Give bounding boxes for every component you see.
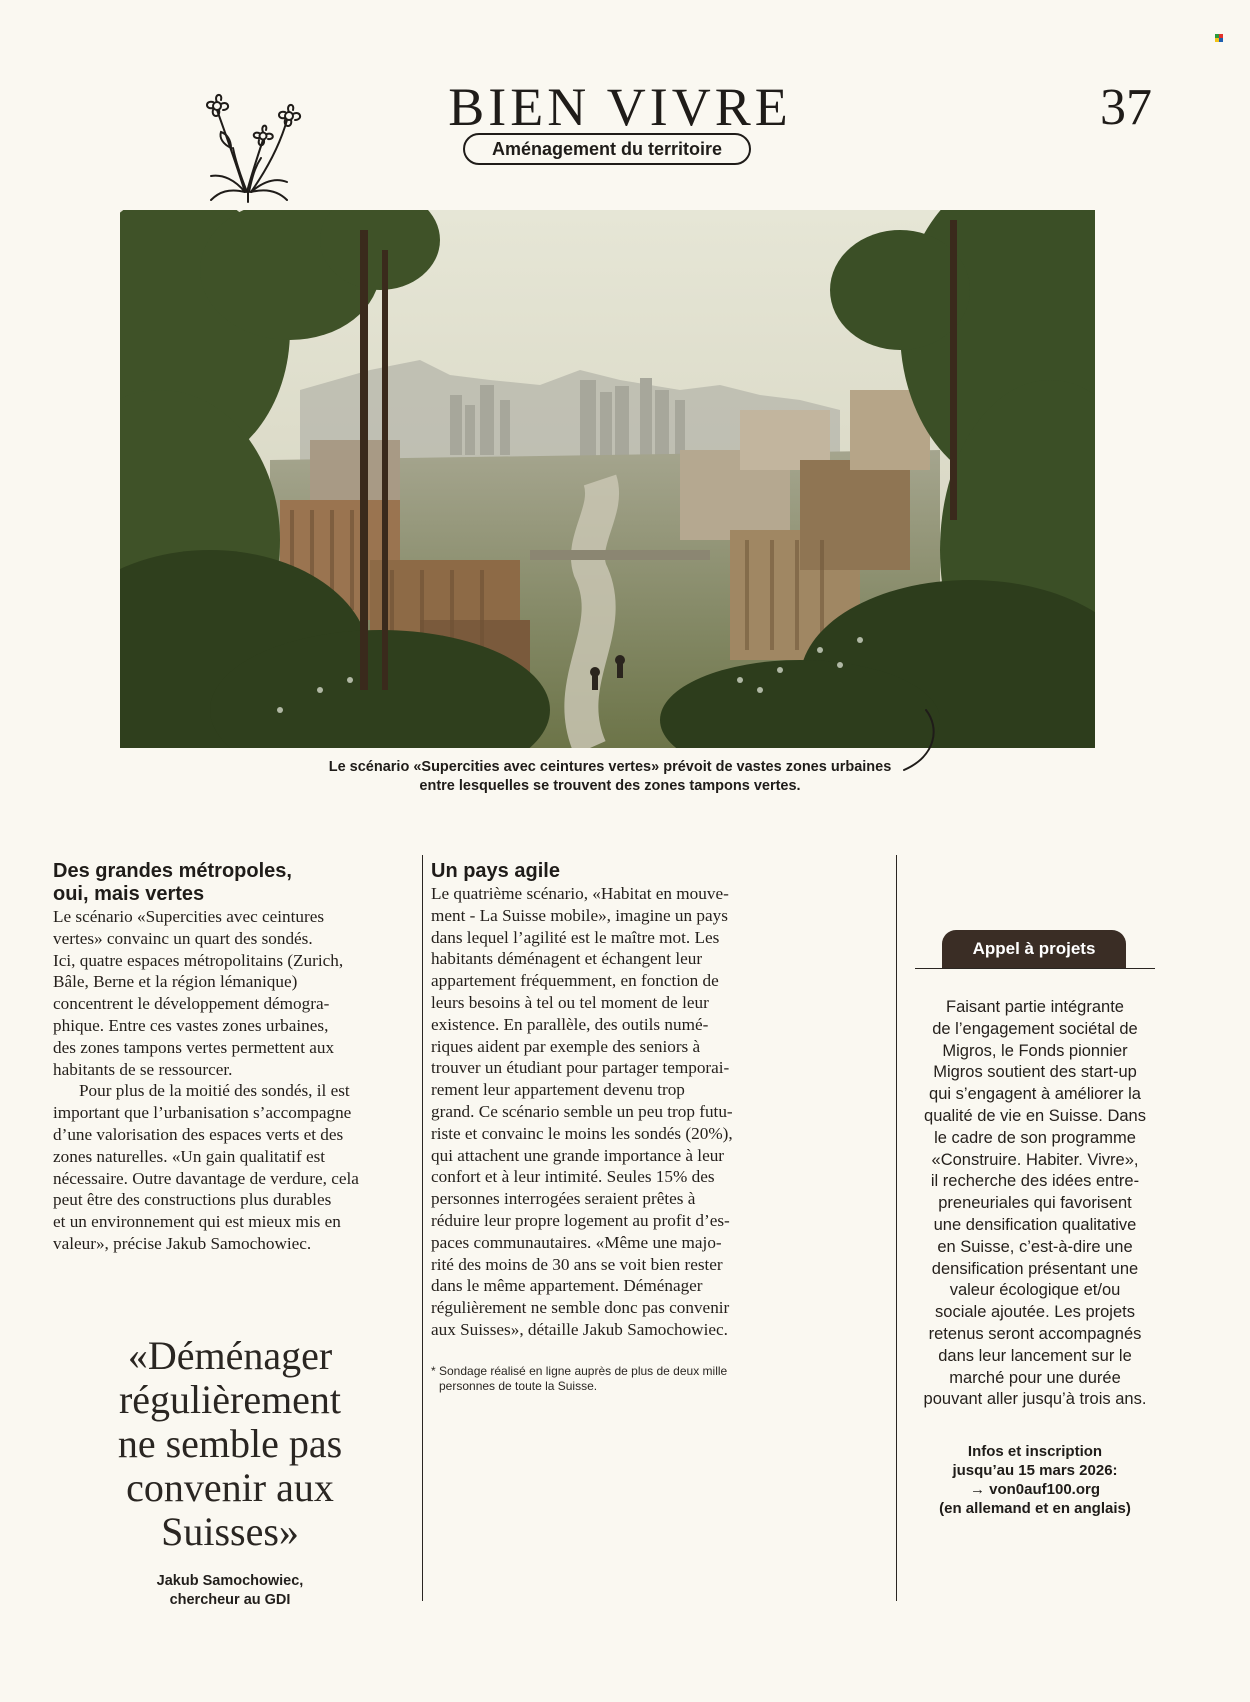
text-line: vertes» convainc un quart des sondés. bbox=[53, 928, 313, 948]
column-divider bbox=[896, 855, 897, 1601]
text-line: existence. En parallèle, des outils numé- bbox=[431, 1014, 709, 1034]
print-marker-icon bbox=[1215, 34, 1223, 42]
info-line: jusqu’au 15 mars 2026: bbox=[952, 1462, 1118, 1479]
image-caption bbox=[280, 758, 940, 796]
text-line: personnes interrogées seraient prêtes à bbox=[431, 1189, 696, 1209]
text-line: pouvant aller jusqu’à trois ans. bbox=[923, 1390, 1147, 1409]
paragraph bbox=[53, 1080, 418, 1254]
text-line: en Suisse, c’est-à-dire une bbox=[937, 1237, 1133, 1256]
callout-rule bbox=[915, 968, 1155, 969]
page-number: 37 bbox=[1100, 79, 1152, 136]
text-line: de l’engagement sociétal de bbox=[932, 1019, 1138, 1038]
text-line: zones naturelles. «Un gain qualitatif est bbox=[53, 1146, 326, 1166]
footnote bbox=[431, 1364, 791, 1394]
text-line: leurs besoins à tel ou tel moment de leur bbox=[431, 992, 709, 1012]
text-line: dans le même appartement. Déménager bbox=[431, 1276, 703, 1296]
text-line: Le scénario «Supercities avec ceintures bbox=[53, 907, 325, 926]
text-line: riques aident par exemple des seniors à bbox=[431, 1036, 701, 1056]
text-line: riste et convainc le moins les sondés (20%), bbox=[431, 1123, 733, 1143]
text-line: paces communautaires. «Même une majo- bbox=[431, 1232, 722, 1252]
heading-line: oui, mais vertes bbox=[53, 883, 205, 905]
text-line: d’une valorisation des espaces verts et des bbox=[53, 1124, 344, 1144]
footnote-line: personnes de toute la Suisse. bbox=[439, 1379, 598, 1393]
text-line: rité des moins de 30 ans se voit bien rester bbox=[431, 1254, 723, 1274]
quote-line: convenir aux bbox=[126, 1465, 334, 1510]
text-line: il recherche des idées entre- bbox=[930, 1172, 1140, 1191]
hero-landscape-image bbox=[120, 210, 1095, 748]
landscape-photo-icon bbox=[120, 210, 1095, 748]
text-line: aux Suisses», détaille Jakub Samochowiec. bbox=[431, 1319, 728, 1339]
text-line: confort et à leur intimité. Seules 15% des bbox=[431, 1167, 715, 1187]
text-line: qui attachent une grande importance à leur bbox=[431, 1145, 725, 1165]
quote-line: régulièrement bbox=[118, 1377, 342, 1422]
section-label: Aménagement du territoire bbox=[463, 133, 751, 165]
info-line: Infos et inscription bbox=[967, 1443, 1103, 1460]
quote-line: ne semble pas bbox=[117, 1421, 343, 1466]
left-column bbox=[53, 860, 418, 1255]
info-line: (en allemand et en anglais) bbox=[939, 1500, 1131, 1517]
text-line: sociale ajoutée. Les projets bbox=[935, 1303, 1135, 1322]
caption-line: entre lesquelles se trouvent des zones tampons vertes. bbox=[419, 778, 801, 794]
text-line: grand. Ce scénario semble un peu trop futu- bbox=[431, 1101, 733, 1121]
column-divider bbox=[422, 855, 423, 1601]
paragraph bbox=[53, 906, 418, 1080]
text-line: dans leur lancement sur le bbox=[938, 1346, 1132, 1365]
text-line: Ici, quatre espaces métropolitains (Zurich, bbox=[53, 950, 344, 970]
text-line: qualité de vie en Suisse. Dans bbox=[924, 1106, 1146, 1125]
text-line: une densification qualitative bbox=[933, 1215, 1137, 1234]
footnote-line: * Sondage réalisé en ligne auprès de plus de deux mille bbox=[431, 1364, 728, 1378]
text-line: réduire leur propre logement au profit d’es- bbox=[431, 1210, 730, 1230]
flower-illustration-icon bbox=[195, 88, 325, 203]
quote-line: Suisses» bbox=[161, 1509, 299, 1554]
text-line: phique. Entre ces vastes zones urbaines, bbox=[53, 1015, 329, 1035]
text-line: appartement fréquemment, en fonction de bbox=[431, 971, 719, 991]
callout-info bbox=[905, 1442, 1165, 1518]
quote-line: «Déménager bbox=[127, 1333, 333, 1378]
text-line: des zones tampons vertes permettent aux bbox=[53, 1037, 335, 1057]
text-line: preneuriales qui favorisent bbox=[938, 1194, 1132, 1213]
text-line: Le quatrième scénario, «Habitat en mouve- bbox=[431, 884, 729, 903]
page-title: BIEN VIVRE bbox=[448, 77, 792, 137]
website-link[interactable]: → von0auf100.org bbox=[969, 1481, 1101, 1498]
text-line: important que l’urbanisation s’accompagne bbox=[53, 1103, 352, 1123]
text-line: Faisant partie intégrante bbox=[946, 998, 1124, 1016]
text-line: et un environnement qui est mieux mis en bbox=[53, 1212, 341, 1232]
section-heading: Un pays agile bbox=[431, 860, 560, 882]
text-line: valeur écologique et/ou bbox=[949, 1281, 1121, 1300]
text-line: Migros soutient des start-up bbox=[933, 1063, 1137, 1082]
text-line: marché pour une durée bbox=[949, 1368, 1121, 1387]
quote-author bbox=[100, 1572, 360, 1610]
text-line: rement leur appartement devenu trop bbox=[431, 1080, 685, 1100]
text-line: retenus seront accompagnés bbox=[928, 1324, 1142, 1343]
text-line: dans lequel l’agilité est le maître mot. Les bbox=[431, 927, 720, 947]
text-line: habitants déménagent et échangent leur bbox=[431, 949, 703, 969]
text-line: densification présentant une bbox=[931, 1259, 1139, 1278]
text-line: Bâle, Berne et la région lémanique) bbox=[53, 972, 298, 992]
text-line: qui s’engagent à améliorer la bbox=[929, 1085, 1141, 1104]
text-line: habitants de se ressourcer. bbox=[53, 1059, 233, 1079]
pull-quote bbox=[80, 1334, 380, 1554]
text-line: régulièrement ne semble donc pas convenir bbox=[431, 1298, 730, 1318]
middle-column bbox=[431, 860, 791, 1341]
text-line: concentrent le développement démogra- bbox=[53, 994, 330, 1014]
paragraph bbox=[431, 883, 791, 1341]
text-line: «Construire. Habiter. Vivre», bbox=[931, 1150, 1139, 1169]
author-role: chercheur au GDI bbox=[169, 1592, 291, 1608]
text-line: nécessaire. Outre davantage de verdure, cela bbox=[53, 1168, 359, 1188]
callout-body bbox=[905, 997, 1165, 1411]
caption-line: Le scénario «Supercities avec ceintures vertes» prévoit de vastes zones urbaines bbox=[328, 759, 892, 775]
text-line: Pour plus de la moitié des sondés, il est bbox=[79, 1081, 350, 1101]
text-line: valeur», précise Jakub Samochowiec. bbox=[53, 1233, 312, 1253]
text-line: ment - La Suisse mobile», imagine un pays bbox=[431, 905, 728, 925]
text-line: trouver un étudiant pour partager temporai- bbox=[431, 1058, 730, 1078]
heading-line: Des grandes métropoles, bbox=[53, 860, 292, 882]
text-line: le cadre de son programme bbox=[934, 1128, 1136, 1147]
author-name: Jakub Samochowiec, bbox=[156, 1573, 304, 1589]
text-line: Migros, le Fonds pionnier bbox=[942, 1041, 1128, 1060]
text-line: peut être des constructions plus durables bbox=[53, 1190, 332, 1210]
callout-tab: Appel à projets bbox=[942, 930, 1126, 968]
section-heading bbox=[53, 860, 418, 906]
